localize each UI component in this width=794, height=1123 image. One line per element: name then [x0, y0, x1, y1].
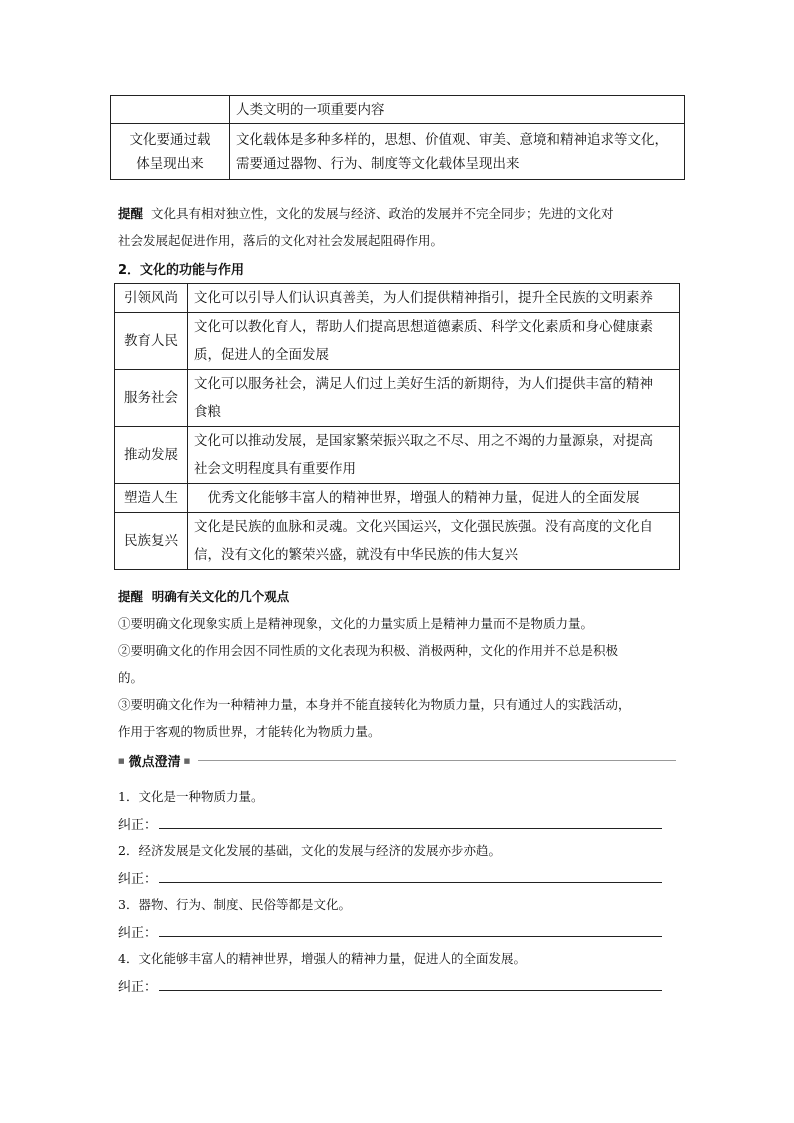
- function-line: 食粮: [194, 404, 221, 420]
- section-divider: [198, 760, 676, 761]
- table1-key-line: 文化要通过载: [129, 131, 211, 148]
- function-key-cell: 推动发展: [115, 427, 188, 484]
- function-line: 文化是民族的血脉和灵魂。文化兴国运兴，文化强民族强。没有高度的文化自: [194, 519, 653, 535]
- tip-title: 明确有关文化的几个观点: [151, 589, 290, 604]
- tip-text: 社会发展起促进作用，落后的文化对社会发展起阻碍作用。: [118, 233, 444, 248]
- function-key-cell: 民族复兴: [115, 513, 188, 570]
- tip-point: ①要明确文化现象实质上是精神现象，文化的力量实质上是精神力量而不是物质力量。: [118, 616, 594, 631]
- function-line: 质，促进人的全面发展: [194, 347, 329, 363]
- function-line: 文化可以教化育人，帮助人们提高思想道德素质、科学文化素质和身心健康素: [194, 319, 653, 335]
- correction-label: 纠正：: [118, 926, 158, 941]
- function-line: 文化可以服务社会，满足人们过上美好生活的新期待，为人们提供丰富的精神: [194, 376, 653, 392]
- table1-value-cell: [230, 124, 685, 180]
- function-line: 文化可以引导人们认识真善美，为人们提供精神指引，提升全民族的文明素养: [194, 290, 653, 306]
- square-marker-icon: ■: [118, 756, 125, 765]
- tip-point: 的。: [118, 670, 144, 685]
- correction-input-line[interactable]: [159, 936, 662, 937]
- function-line: 文化可以推动发展，是国家繁荣振兴取之不尽、用之不竭的力量源泉，对提高: [194, 433, 653, 449]
- tip-point: ③要明确文化作为一种精神力量，本身并不能直接转化为物质力量，只有通过人的实践活动，: [118, 697, 631, 712]
- function-value-cell: [188, 313, 680, 370]
- correction-label: 纠正：: [118, 872, 158, 887]
- tip-point: 作用于客观的物质世界，才能转化为物质力量。: [118, 724, 381, 739]
- function-key-cell: 塑造人生: [115, 484, 188, 513]
- function-value-cell: [188, 484, 680, 513]
- table1-key-cell: [111, 124, 230, 180]
- function-key-cell: 服务社会: [115, 370, 188, 427]
- table1-key-cell: [111, 96, 230, 124]
- function-value-cell: [188, 427, 680, 484]
- tip-paragraph-2: [118, 583, 683, 745]
- tip-point: ②要明确文化的作用会因不同性质的文化表现为积极、消极两种，文化的作用并不总是积极: [118, 643, 619, 658]
- square-marker-icon: ■: [183, 756, 191, 765]
- function-key-cell: 教育人民: [115, 313, 188, 370]
- culture-function-table: [114, 283, 680, 570]
- tip-label: 提醒: [118, 206, 144, 221]
- clarify-item-1: 1．文化是一种物质力量。: [118, 789, 264, 804]
- section-3-header: [118, 751, 190, 770]
- clarify-item-4: 4．文化能够丰富人的精神世界，增强人的精神力量，促进人的全面发展。: [118, 951, 526, 966]
- table1-value-line: 需要通过器物、行为、制度等文化载体呈现出来: [236, 155, 520, 172]
- clarify-item-2: 2．经济发展是文化发展的基础，文化的发展与经济的发展亦步亦趋。: [118, 843, 501, 858]
- tip-text: 文化具有相对独立性，文化的发展与经济、政治的发展并不完全同步；先进的文化对: [150, 206, 614, 221]
- table1-value-line: 文化载体是多种多样的，思想、价值观、审美、意境和精神追求等文化，: [236, 131, 668, 148]
- function-value-cell: [188, 284, 680, 313]
- function-value-cell: [188, 513, 680, 570]
- tip-label: 提醒: [118, 589, 144, 604]
- culture-carrier-table: [110, 95, 685, 180]
- table1-key-line: 体呈现出来: [136, 155, 204, 172]
- function-line: 社会文明程度具有重要作用: [194, 461, 356, 477]
- tip-paragraph-1: [118, 200, 683, 254]
- section-2-title: 2．文化的功能与作用: [118, 263, 245, 278]
- correction-label: 纠正：: [118, 818, 158, 833]
- correction-input-line[interactable]: [159, 828, 662, 829]
- function-line: 优秀文化能够丰富人的精神世界，增强人的精神力量，促进人的全面发展: [194, 490, 640, 506]
- correction-input-line[interactable]: [159, 990, 662, 991]
- correction-input-line[interactable]: [159, 882, 662, 883]
- correction-label: 纠正：: [118, 980, 158, 995]
- table1-value-cell: 人类文明的一项重要内容: [230, 96, 685, 124]
- section-3-title: 微点澄清: [128, 755, 181, 770]
- function-key-cell: 引领风尚: [115, 284, 188, 313]
- clarify-item-3: 3．器物、行为、制度、民俗等都是文化。: [118, 897, 351, 912]
- function-line: 信，没有文化的繁荣兴盛，就没有中华民族的伟大复兴: [194, 547, 518, 563]
- function-value-cell: [188, 370, 680, 427]
